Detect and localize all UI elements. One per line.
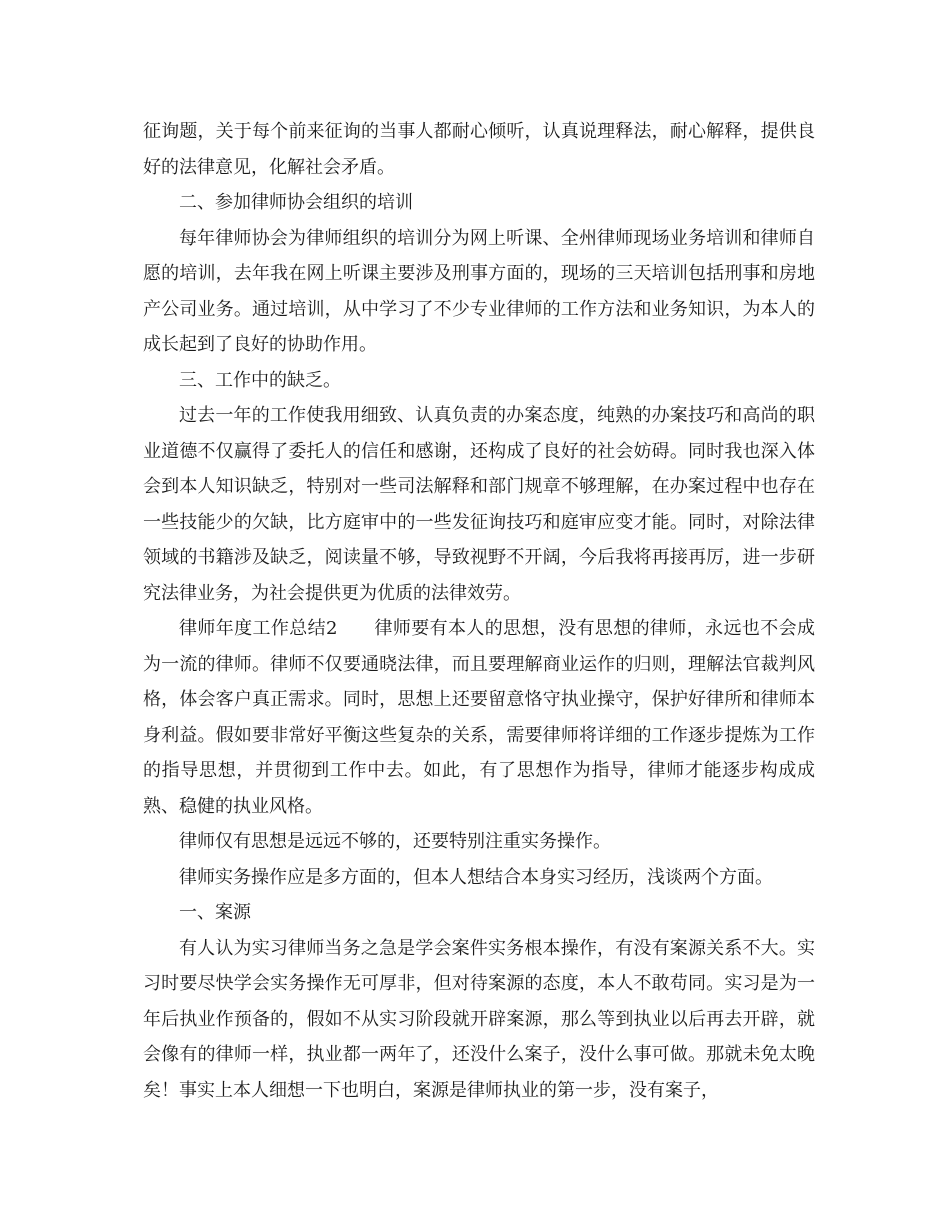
section-heading-case-source: 一、案源: [179, 902, 251, 923]
section-heading-training: 二、参加律师协会组织的培训: [179, 192, 413, 213]
paragraph-training: 每年律师协会为律师组织的培训分为网上听课、全州律师现场业务培训和律师自愿的培训，去年我在网上听课主要涉及刑事方面的，现场的三天培训包括刑事和房地产公司业务。通过培训，从中学习了不少专业律师的工作方法和业务知识，为本人的成长起到了良好的协助作用。: [143, 227, 815, 355]
paragraph-summary-2: 律师年度工作总结2 律师要有本人的思想，没有思想的律师，永远也不会成为一流的律师。律师不仅要通晓法律，而且要理解商业运作的归则，理解法官裁判风格，体会客户真正需求。同时，思想上还要留意恪守执业操守，保护好律所和律师本身利益。假如要非常好平衡这些复杂的关系，需要律师将详细的工作逐步提炼为工作的指导思想，并贯彻到工作中去。如此，有了思想作为指导，律师才能逐步构成成熟、稳健的执业风格。: [143, 618, 815, 817]
paragraph-practice-aspects: 律师实务操作应是多方面的，但本人想结合本身实习经历，浅谈两个方面。: [179, 866, 773, 888]
paragraph-case-source: 有人认为实习律师当务之急是学会案件实务根本操作，有没有案源关系不大。实习时要尽快学会实务操作无可厚非，但对待案源的态度，本人不敢苟同。实习是为一年后执业作预备的，假如不从实习阶段就开辟案源，那么等到执业以后再去开辟，就会像有的律师一样，执业都一两年了，还没什么案子，没什么事可做。那就未免太晚矣！事实上本人细想一下也明白，案源是律师执业的第一步，没有案子，: [143, 937, 815, 1101]
document-body: [143, 114, 815, 1108]
paragraph-1: 征询题，关于每个前来征询的当事人都耐心倾听，认真说理释法，耐心解释，提供良好的法律意见，化解社会矛盾。: [143, 121, 815, 178]
paragraph-practice: 律师仅有思想是远远不够的，还要特别注重实务操作。: [179, 831, 611, 852]
paragraph-shortcomings: 过去一年的工作使我用细致、认真负责的办案态度，纯熟的办案技巧和高尚的职业道德不仅赢得了委托人的信任和感谢，还构成了良好的社会妨碍。同时我也深入体会到本人知识缺乏，特别对一些司法解释和部门规章不够理解，在办案过程中也存在一些技能少的欠缺，比方庭审中的一些发征询技巧和庭审应变才能。同时，对除法律领域的书籍涉及缺乏，阅读量不够，导致视野不开阔，今后我将再接再厉，进一步研究法律业务，为社会提供更为优质的法律效劳。: [143, 405, 815, 604]
section-heading-shortcomings: 三、工作中的缺乏。: [179, 369, 341, 391]
